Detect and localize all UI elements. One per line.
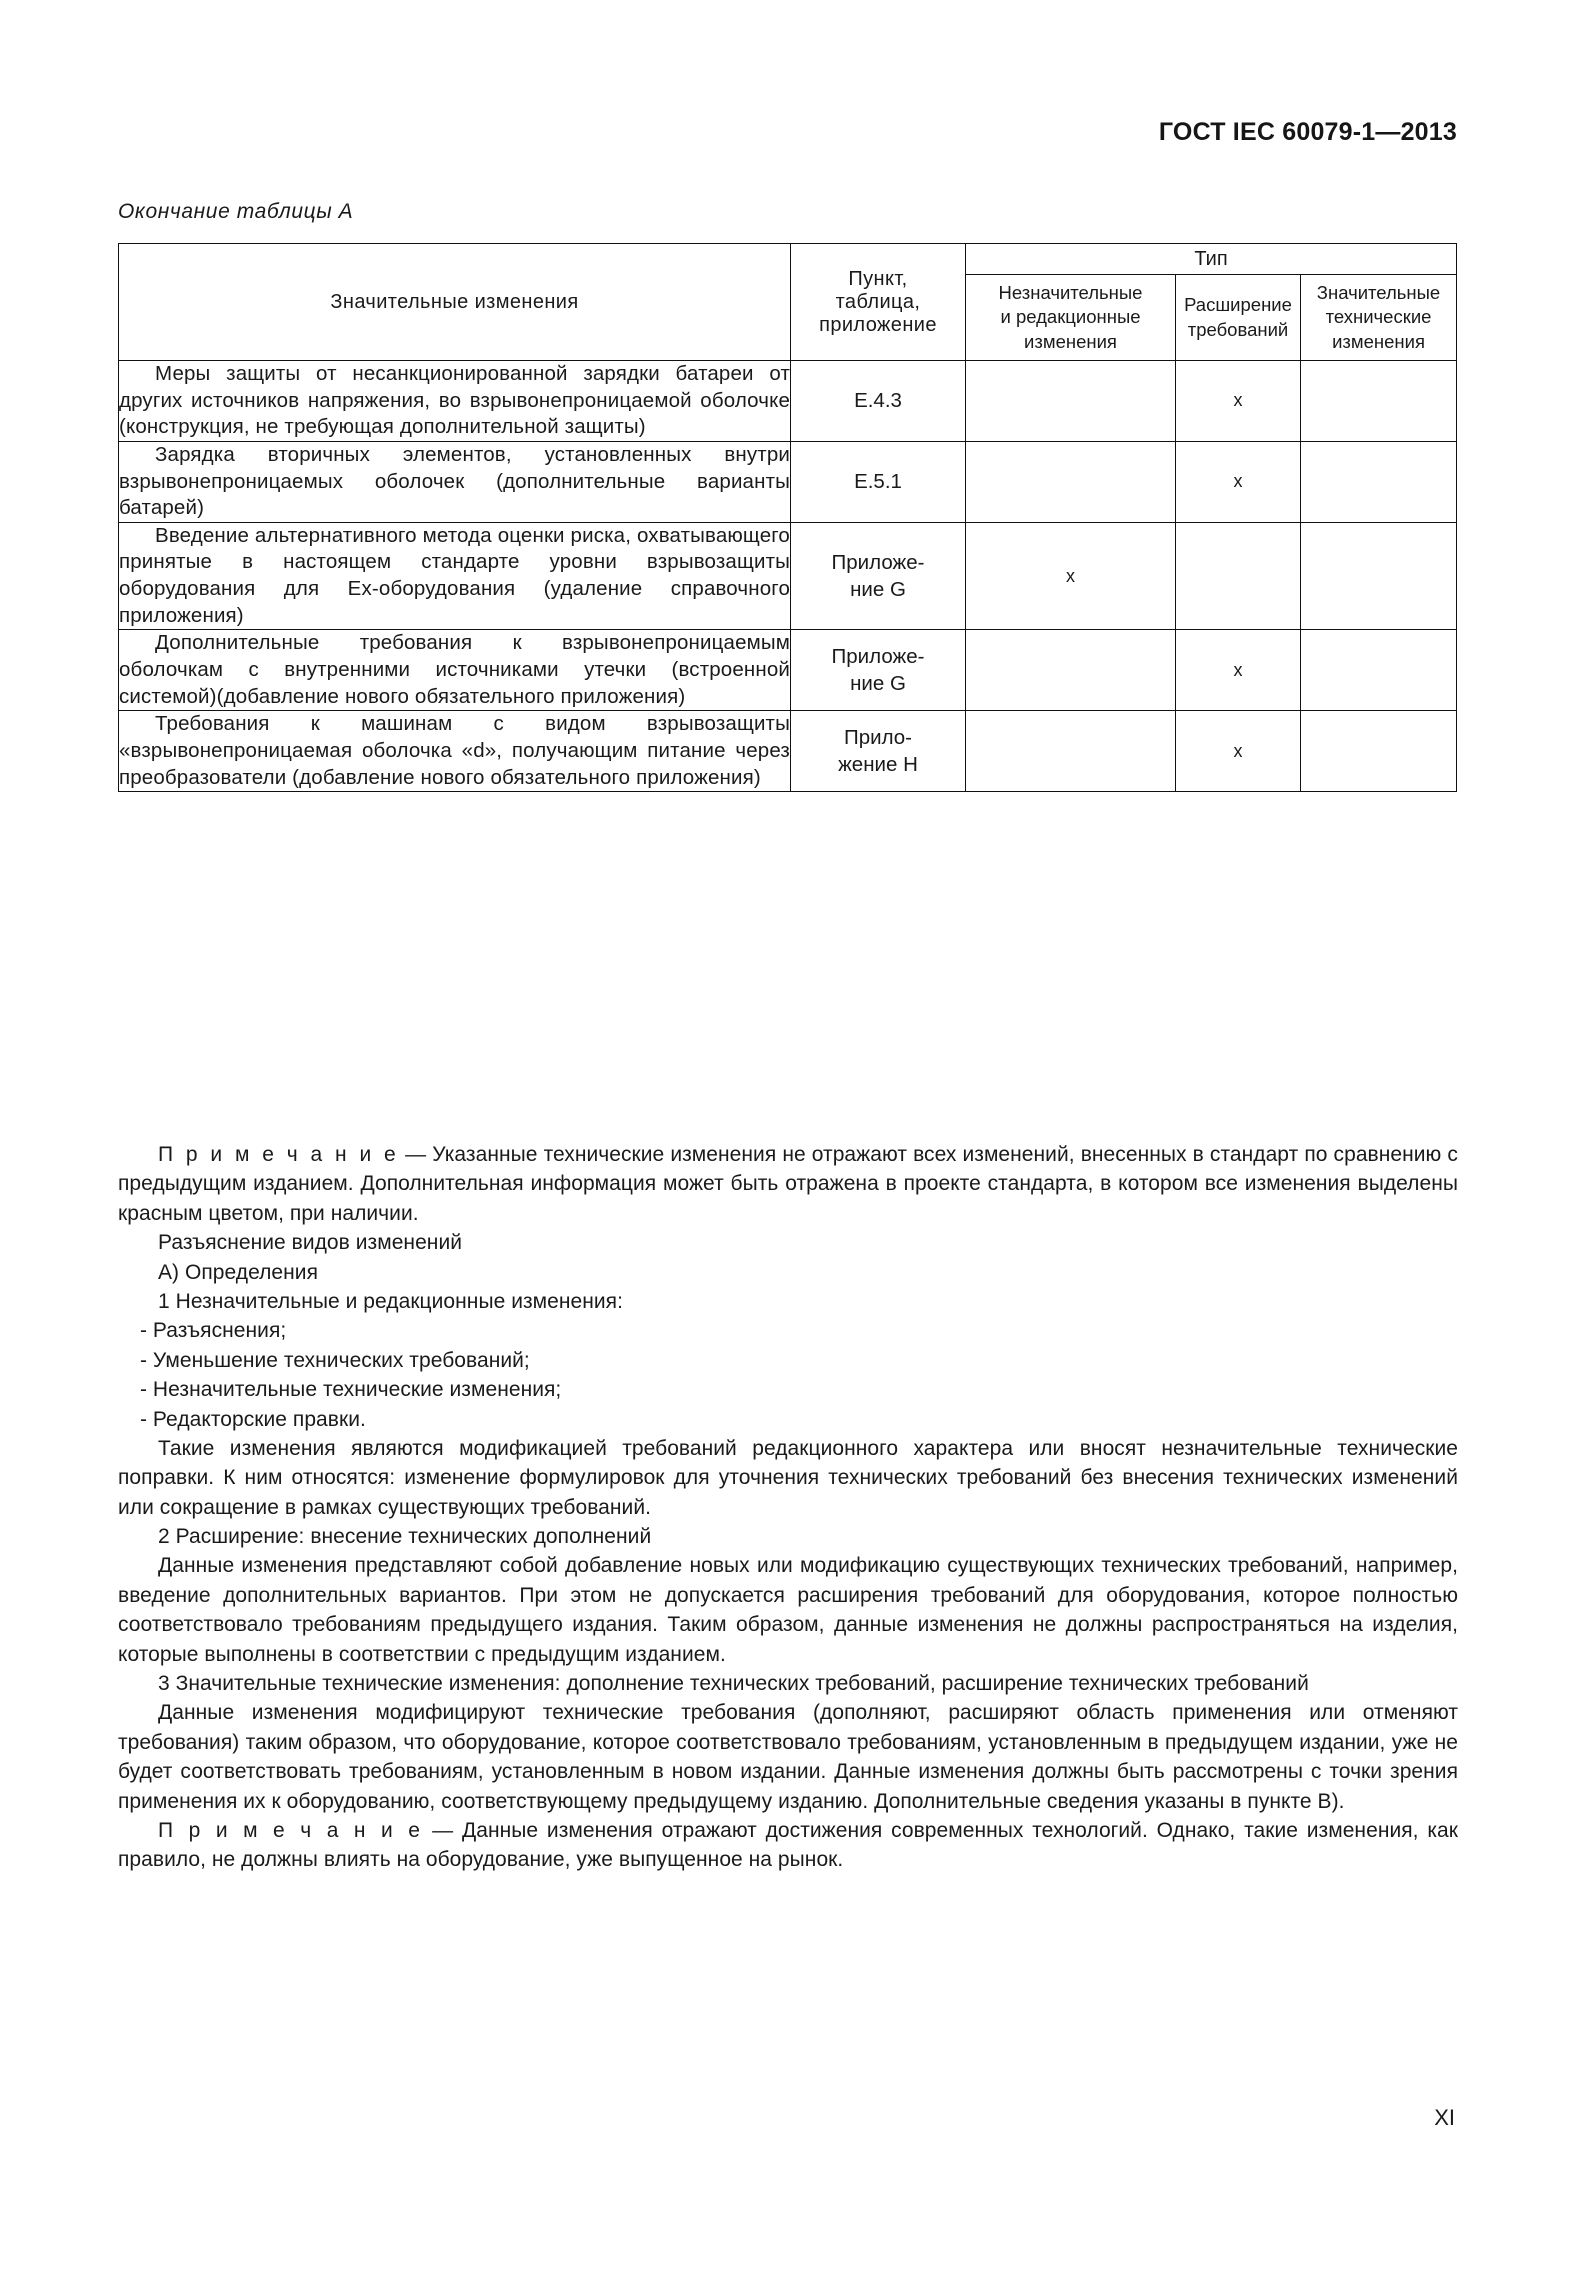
type-minor-line3: изменения: [1024, 330, 1117, 352]
cell-change-description: [119, 711, 791, 792]
clause-line2: жение H: [838, 753, 918, 777]
list-item: - Редакторские правки.: [140, 1407, 366, 1431]
table-row: [119, 630, 1457, 711]
definition-item-1: 1 Незначительные и редакционные изменения:: [158, 1289, 623, 1313]
cell-type-minor-mark: х: [966, 522, 1176, 630]
explanation-heading: Разъяснение видов изменений: [158, 1231, 463, 1255]
paragraph-major-changes: Данные изменения модифицируют технические требования (дополняют, расширяют область применения или отменяют требования) таким образом, что оборудование, которое соответствовало требованиям, установленным в предыдущем издании, уже не будет соответствовать требованиям, установленным в новом издании. Данные изменения должны быть рассмотрены с точки зрения применения их к оборудованию, соответствующему предыдущему изданию. Дополнительные сведения указаны в пункте В).: [118, 1701, 1458, 1813]
column-header-changes: Значительные изменения: [119, 244, 791, 361]
cell-type-extension-mark: х: [1176, 630, 1301, 711]
column-header-clause-line2: таблица,: [835, 290, 921, 313]
table-row: [119, 361, 1457, 442]
list-item: - Незначительные технические изменения;: [140, 1378, 562, 1402]
list-item: - Уменьшение технических требований;: [140, 1348, 530, 1372]
cell-type-minor-mark: [966, 361, 1176, 442]
note-text-1: Указанные технические изменения не отражают всех изменений, внесенных в стандарт по сравнению с предыдущим изданием. Дополнительная информация может быть отражена в проекте стандарта, в котором все изменения выделены красным цветом, при наличии.: [118, 1143, 1458, 1225]
cell-clause-reference: [791, 441, 966, 522]
cell-type-major-mark: [1301, 441, 1457, 522]
cell-type-extension-mark: х: [1176, 361, 1301, 442]
clause-line1: E.4.3: [854, 389, 902, 413]
clause-line1: Приложе-: [831, 645, 925, 669]
note-text-2: Данные изменения отражают достижения современных технологий. Однако, такие изменения, как правило, не должны влиять на оборудование, уже выпущенное на рынок.: [118, 1818, 1458, 1872]
list-item: - Разъяснения;: [140, 1319, 287, 1343]
cell-clause-reference: [791, 522, 966, 630]
cell-clause-reference: [791, 630, 966, 711]
clause-line1: E.5.1: [854, 470, 902, 494]
changes-table: [118, 243, 1457, 792]
definition-item-3: 3 Значительные технические изменения: дополнение технических требований, расширение технических требований: [158, 1672, 1309, 1696]
column-header-clause-line3: приложение: [819, 313, 937, 336]
note-dash-2: —: [423, 1818, 462, 1842]
cell-type-extension-mark: х: [1176, 441, 1301, 522]
change-description-text: Дополнительные требования к взрывонепроницаемым оболочкам с внутренними источниками утечки (встроенной системой)(добавление нового обязательного приложения): [119, 631, 790, 708]
cell-type-extension-mark: [1176, 522, 1301, 630]
note-paragraph-2: [118, 1816, 1458, 1875]
table-head: [119, 244, 1457, 361]
column-header-type-extension: [1176, 275, 1301, 361]
note-paragraph-1: [118, 1140, 1458, 1228]
cell-type-minor-mark: [966, 441, 1176, 522]
change-description-text: Зарядка вторичных элементов, установленных внутри взрывонепроницаемых оболочек (дополнительные варианты батарей): [119, 442, 790, 520]
cell-type-major-mark: [1301, 522, 1457, 630]
paragraph-extension: Данные изменения представляют собой добавление новых или модификацию существующих технических требований, например, введение дополнительных вариантов. При этом не допускается расширения требований для оборудования, которое полностью соответствовало требованиям предыдущего издания. Таким образом, данные изменения не должны распространяться на изделия, которые выполнены в соответствии с предыдущим изданием.: [118, 1554, 1458, 1666]
running-header-standard-number: ГОСТ IEC 60079-1—2013: [1158, 118, 1457, 146]
type-minor-line2: и редакционные: [1000, 306, 1141, 328]
change-description-text: Требования к машинам с видом взрывозащиты «взрывонепроницаемая оболочка «d», получающим питание через преобразователи (добавление нового обязательного приложения): [119, 712, 790, 789]
table-body: [119, 361, 1457, 792]
type-major-line3: изменения: [1332, 330, 1425, 352]
change-description-text: Меры защиты от несанкционированной зарядки батареи от других источников напряжения, во взрывонепроницаемой оболочке (конструкция, не требующая дополнительной защиты): [119, 362, 790, 439]
cell-type-major-mark: [1301, 630, 1457, 711]
cell-clause-reference: [791, 711, 966, 792]
clause-line1: Приложе-: [831, 551, 925, 575]
cell-type-extension-mark: х: [1176, 711, 1301, 792]
type-extension-line1: Расширение: [1184, 294, 1292, 316]
cell-change-description: [119, 522, 791, 630]
table-header-row-1: [119, 244, 1457, 275]
type-major-line1: Значительные: [1316, 281, 1441, 303]
change-description-text: Введение альтернативного метода оценки риска, охватывающего принятые в настоящем стандарте уровни взрывозащиты оборудования для Ex-оборудования (удаление справочного приложения): [119, 523, 790, 627]
cell-change-description: [119, 630, 791, 711]
table-caption: Окончание таблицы А: [118, 200, 354, 223]
cell-type-minor-mark: [966, 630, 1176, 711]
type-major-line2: технические: [1325, 306, 1432, 328]
definition-item-2: 2 Расширение: внесение технических дополнений: [158, 1525, 652, 1549]
clause-line2: ние G: [850, 672, 906, 696]
cell-change-description: [119, 361, 791, 442]
column-header-type-minor: [966, 275, 1176, 361]
cell-type-major-mark: [1301, 361, 1457, 442]
type-extension-line2: требований: [1187, 318, 1289, 340]
note-label-2: П р и м е ч а н и е: [158, 1818, 424, 1842]
type-minor-line1: Незначительные: [998, 281, 1143, 303]
body-content: [118, 1140, 1458, 1875]
clause-line1: Прило-: [843, 726, 912, 750]
note-dash-1: —: [399, 1143, 433, 1166]
cell-type-major-mark: [1301, 711, 1457, 792]
cell-type-minor-mark: [966, 711, 1176, 792]
column-header-type-major: [1301, 275, 1457, 361]
column-header-clause-line1: Пункт,: [848, 267, 908, 290]
cell-clause-reference: [791, 361, 966, 442]
table-row: [119, 441, 1457, 522]
table-row: [119, 711, 1457, 792]
table-row: [119, 522, 1457, 630]
section-a-heading: А) Определения: [158, 1260, 319, 1284]
clause-line2: ние G: [850, 578, 906, 602]
table-container: [118, 243, 1456, 792]
note-label-1: П р и м е ч а н и е: [158, 1143, 400, 1166]
cell-change-description: [119, 441, 791, 522]
column-header-type-group: Тип: [966, 244, 1457, 275]
page-number: XI: [1434, 2105, 1455, 2130]
paragraph-minor-changes: Такие изменения являются модификацией требований редакционного характера или вносят незначительные технические поправки. К ним относятся: изменение формулировок для уточнения технических требований без внесения технических изменений или сокращение в рамках существующих требований.: [118, 1436, 1458, 1519]
column-header-clause: [791, 244, 966, 361]
